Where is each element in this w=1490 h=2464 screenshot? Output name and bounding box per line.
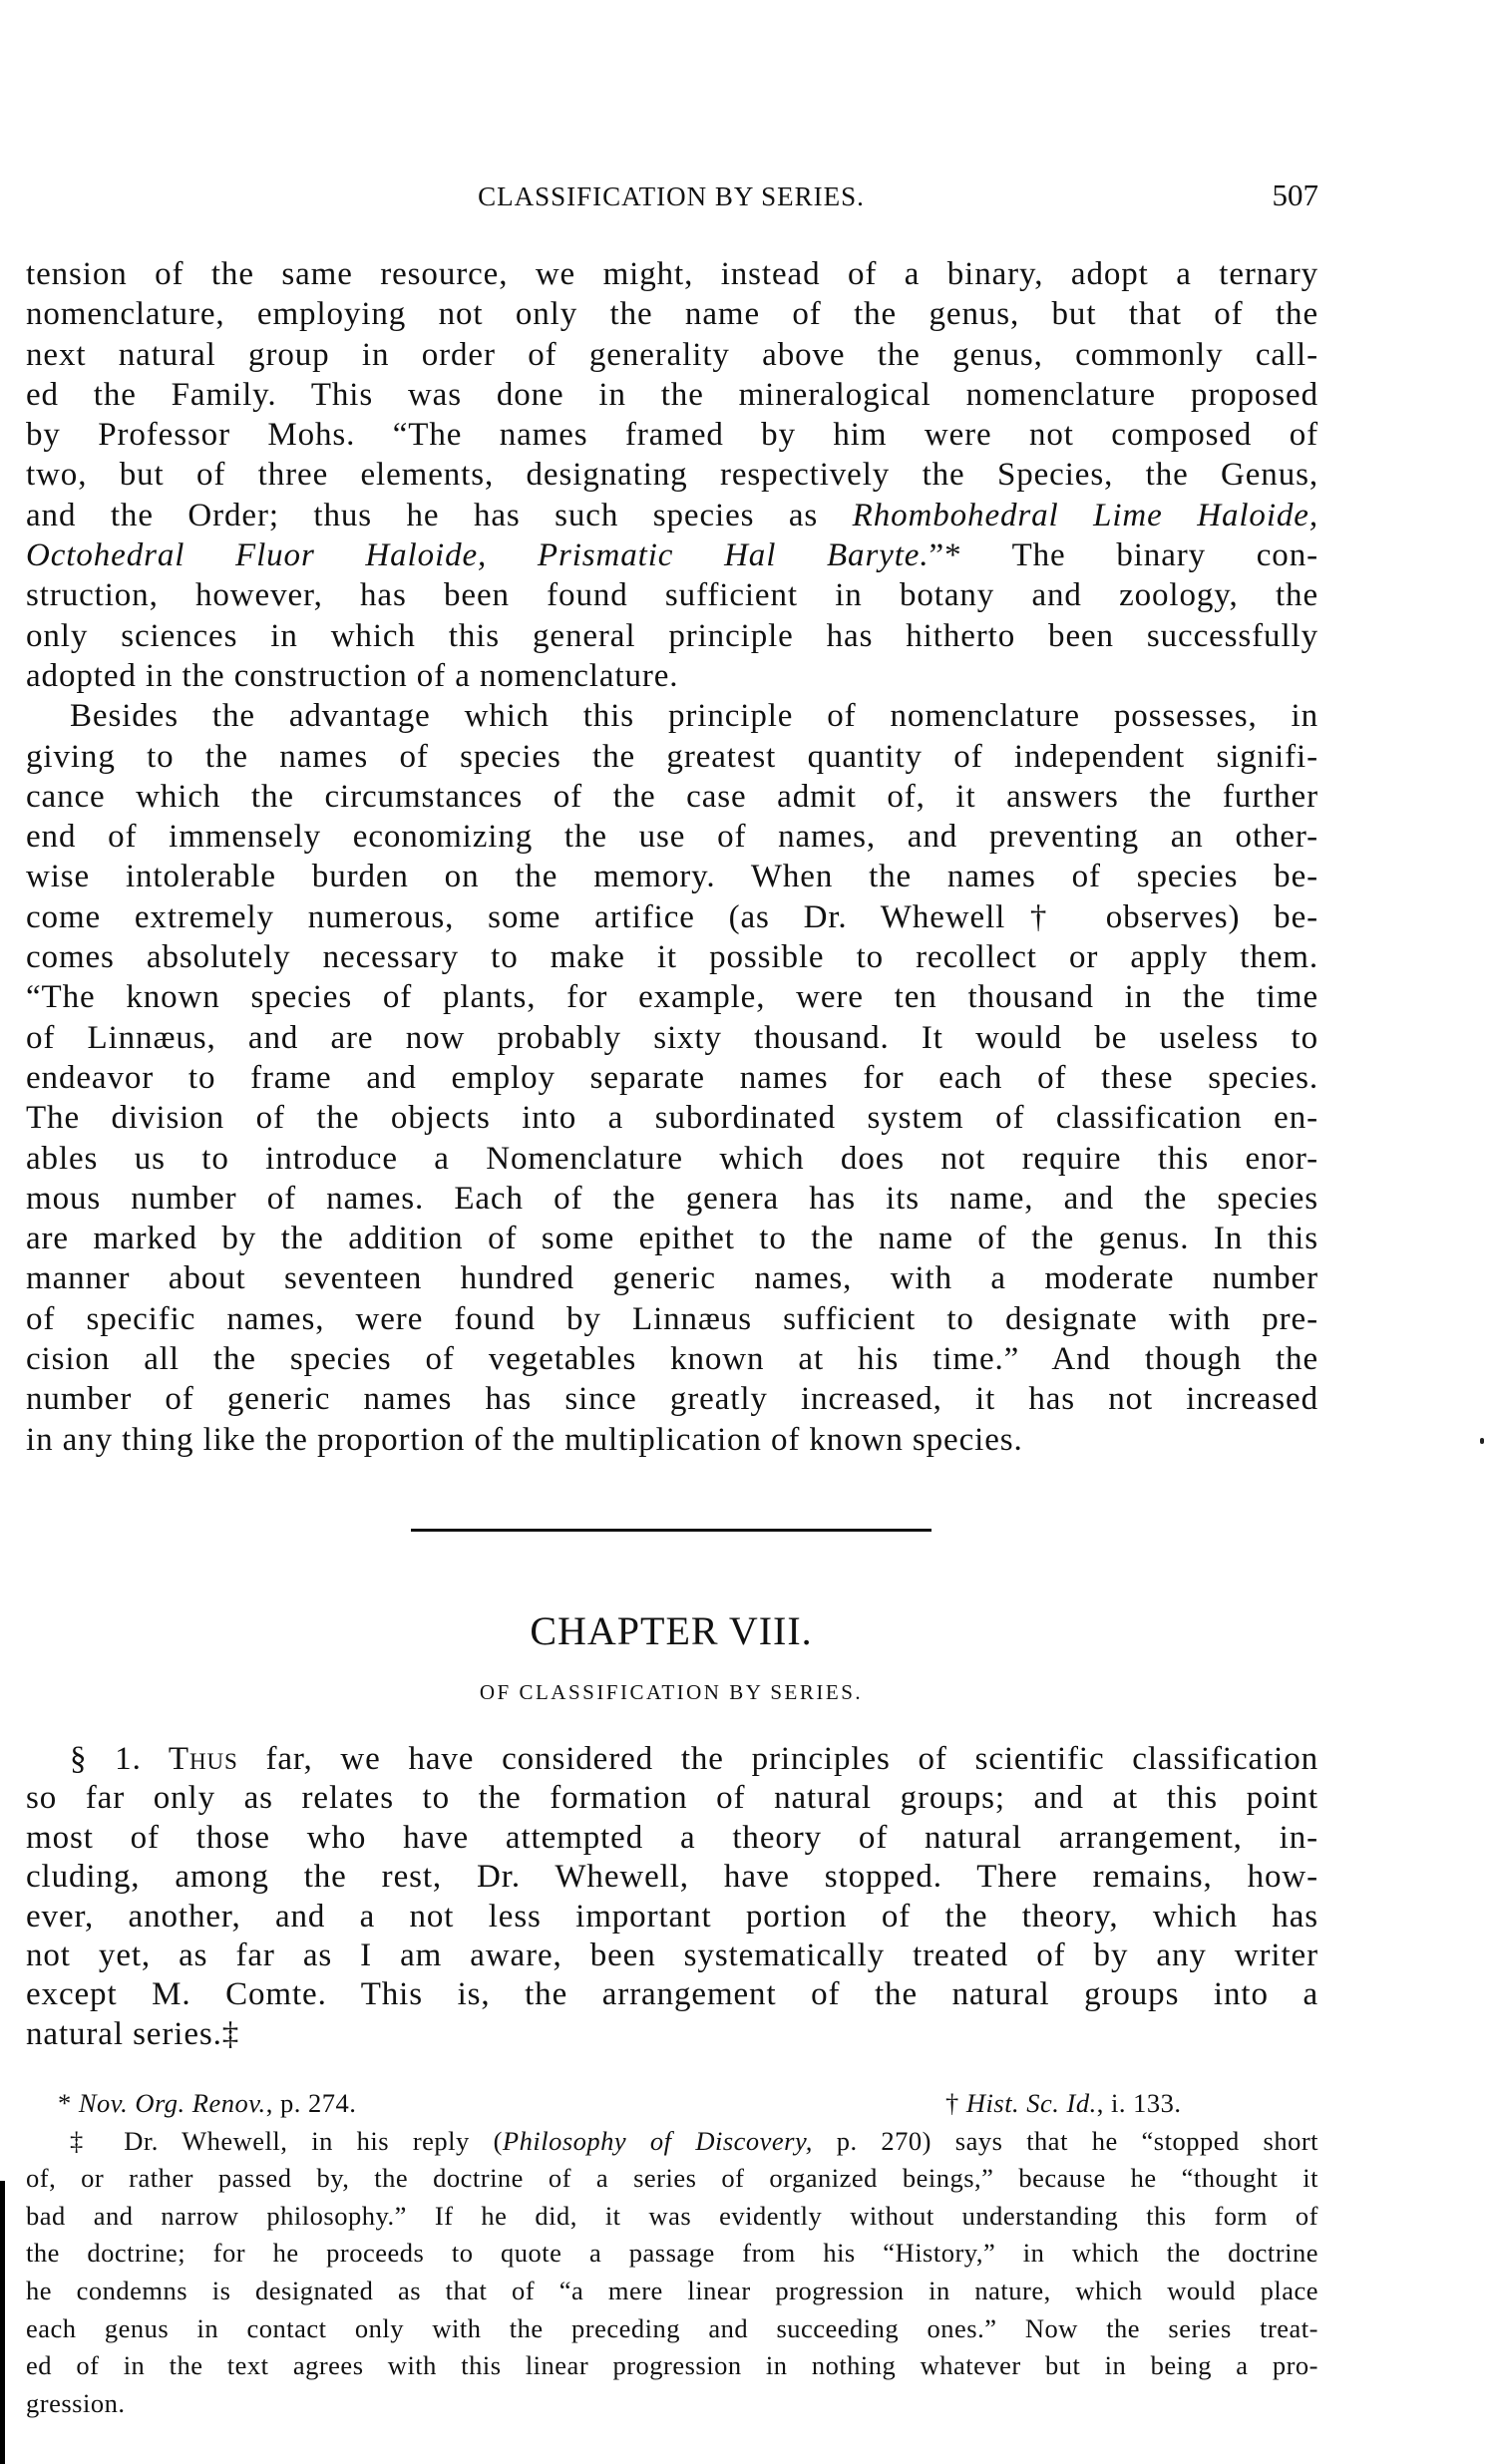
text-line [26,535,1318,575]
paragraph [26,696,1318,1460]
text-line [26,1819,1318,1858]
italic-run: Nov. Org. Renov. [78,2088,266,2118]
running-header: CLASSIFICATION BY SERIES. [478,181,865,211]
text-line [26,2235,1318,2273]
page-number: 507 [1272,177,1318,212]
text-line [26,455,1318,495]
text-line [26,375,1318,415]
footnote-row [26,2085,1318,2123]
text-run: ”* The binary con- [929,537,1318,574]
text-line [26,1058,1318,1098]
text-run: so far only as relates to the formation of natural groups; and at this point [26,1780,1318,1817]
text-run: end of immensely economizing the use of names, and preventing an other- [26,819,1318,856]
text-run: comes absolutely necessary to make it possible to recollect or apply them. [26,939,1318,976]
text-line [26,496,1318,535]
text-run: of specific names, were found by Linnæus sufficient to designate with pre- [26,1300,1318,1337]
text-run: natural series.‡ [26,2015,240,2052]
text-run: and the Order; thus he has such species as [26,497,853,533]
text-line [26,1936,1318,1975]
text-run: nomenclature, employing not only the name of the genus, but that of the [26,296,1318,333]
text-run: the doctrine; for he proceeds to quote a passage from his “History,” in which the doctrine [26,2238,1318,2269]
text-run: Besides the advantage which this principle of nomenclature possesses, in [70,698,1318,735]
text-run: are marked by the addition of some epithet to the name of the genus. In this [26,1221,1318,1257]
text-line [26,1258,1318,1298]
text-run: cance which the circumstances of the case admit of, it answers the further [26,778,1318,815]
italic-run: Philosophy of Discovery, [502,2125,813,2156]
text-line [26,656,1318,696]
text-line [26,857,1318,896]
text-line [26,415,1318,455]
text-line [26,696,1318,736]
text-run: † [945,2088,966,2118]
text-line [26,1139,1318,1179]
text-line [26,2198,1318,2236]
text-run: except M. Comte. This is, the arrangement of the natural groups into a [26,1976,1318,2013]
text-line [26,737,1318,777]
margin-speck [1480,1438,1484,1444]
text-line [26,294,1318,334]
text-line [26,1975,1318,2014]
text-line [26,897,1318,937]
text-run: bad and narrow philosophy.” If he did, it was evidently without understanding this form of [26,2200,1318,2231]
text-run: ed the Family. This was done in the mineralogical nomenclature proposed [26,376,1318,413]
text-line [26,2385,1318,2423]
small-caps-run: hus [188,1741,238,1777]
text-run: gression. [26,2387,126,2418]
footnote-star [58,2085,356,2123]
text-run: ed of in the text agrees with this linear progression in nothing whatever but in being a pro- [26,2350,1318,2381]
text-line [26,937,1318,977]
text-line [26,1779,1318,1818]
text-line [26,2310,1318,2348]
text-line [26,1018,1318,1058]
text-line [26,1098,1318,1138]
text-line [26,2273,1318,2310]
text-run: mous number of names. Each of the genera has its name, and the species [26,1180,1318,1217]
text-run: two, but of three elements, designating respectively the Species, the Genus, [26,457,1318,494]
text-run: tension of the same resource, we might, instead of a binary, adopt a ternary [26,256,1318,292]
footnotes [26,2085,1318,2422]
text-run: most of those who have attempted a theory of natural arrangement, in- [26,1819,1318,1856]
text-run: manner about seventeen hundred generic names, with a moderate number [26,1260,1318,1297]
text-run: of Linnæus, and are now probably sixty thousand. It would be useless to [26,1019,1318,1056]
italic-run: Rhombohedral Lime Haloide, [852,497,1318,533]
text-run: struction, however, has been found sufficient in botany and zoology, the [26,577,1318,614]
text-run: far, we have considered the principles of scientific classification [237,1741,1319,1777]
text-run: , i. 133. [1096,2088,1182,2118]
text-run: of, or rather passed by, the doctrine of a series of organized beings,” because he “thought it [26,2163,1318,2194]
footnote-double-dagger [26,2123,1318,2423]
text-line [26,1379,1318,1419]
text-line [26,1179,1318,1219]
text-line [26,1898,1318,1936]
text-line [26,616,1318,656]
text-run: , p. 274. [265,2088,357,2118]
text-line [26,575,1318,615]
text-run: come extremely numerous, some artifice (as Dr. Whewell† observes) be- [26,898,1318,935]
text-run: each genus in contact only with the preceding and succeeding ones.” Now the series treat- [26,2312,1318,2343]
text-line [26,1219,1318,1258]
paragraph [26,1740,1318,2054]
text-run: by Professor Mohs. “The names framed by him were not composed of [26,417,1318,454]
text-run: adopted in the construction of a nomenclature. [26,657,679,694]
section-divider [411,1529,931,1532]
text-line [26,777,1318,817]
text-run: next natural group in order of generality above the genus, commonly call- [26,336,1318,373]
text-line [26,977,1318,1017]
text-run: number of generic names has since greatly increased, it has not increased [26,1381,1318,1418]
text-line [26,1339,1318,1379]
text-line [26,1420,1318,1460]
text-line [26,1299,1318,1339]
paragraph [26,254,1318,696]
text-line [26,817,1318,857]
text-run: in any thing like the proportion of the multiplication of known species. [26,1421,1023,1458]
text-run: ever, another, and a not less important portion of the theory, which has [26,1898,1318,1935]
text-line [26,2015,1318,2054]
text-run: p. 270) says that he “stopped short [812,2125,1319,2156]
text-run: only sciences in which this general principle has hitherto been successfully [26,617,1318,654]
text-line [26,1740,1318,1779]
text-run: cision all the species of vegetables known at his time.” And though the [26,1341,1318,1378]
text-run: ‡ Dr. Whewell, in his reply ( [70,2125,503,2156]
chapter-subtitle: OF CLASSIFICATION BY SERIES. [479,1680,864,1704]
text-run: he condemns is designated as that of “a mere linear progression in nature, which would place [26,2275,1318,2305]
text-run: * [58,2088,79,2118]
text-line [26,335,1318,375]
text-run: not yet, as far as I am aware, been systematically treated of by any writer [26,1937,1318,1974]
text-run: “The known species of plants, for example, were ten thousand in the time [26,979,1318,1016]
body-text [26,254,1318,1460]
italic-run: Hist. Sc. Id. [965,2088,1097,2118]
chapter-body [26,1740,1318,2054]
text-line [26,254,1318,294]
text-run: cluding, among the rest, Dr. Whewell, have stopped. There remains, how- [26,1859,1318,1896]
text-run: § 1. T [70,1741,189,1777]
text-run: endeavor to frame and employ separate names for each of these species. [26,1059,1318,1096]
text-line [26,2123,1318,2161]
footnote-dagger [945,2085,1182,2123]
text-run: ables us to introduce a Nomenclature which does not require this enor- [26,1140,1318,1177]
text-line [26,1858,1318,1897]
text-run: giving to the names of species the greatest quantity of independent signifi- [26,738,1318,775]
chapter-title: CHAPTER VIII. [530,1608,813,1653]
text-run: wise intolerable burden on the memory. When the names of species be- [26,859,1318,895]
text-line [26,2347,1318,2385]
scan-edge-bar [0,2181,5,2464]
text-run: The division of the objects into a subordinated system of classification en- [26,1100,1318,1137]
text-line [26,2160,1318,2198]
italic-run: Octohedral Fluor Haloide, Prismatic Hal Baryte. [26,537,930,574]
